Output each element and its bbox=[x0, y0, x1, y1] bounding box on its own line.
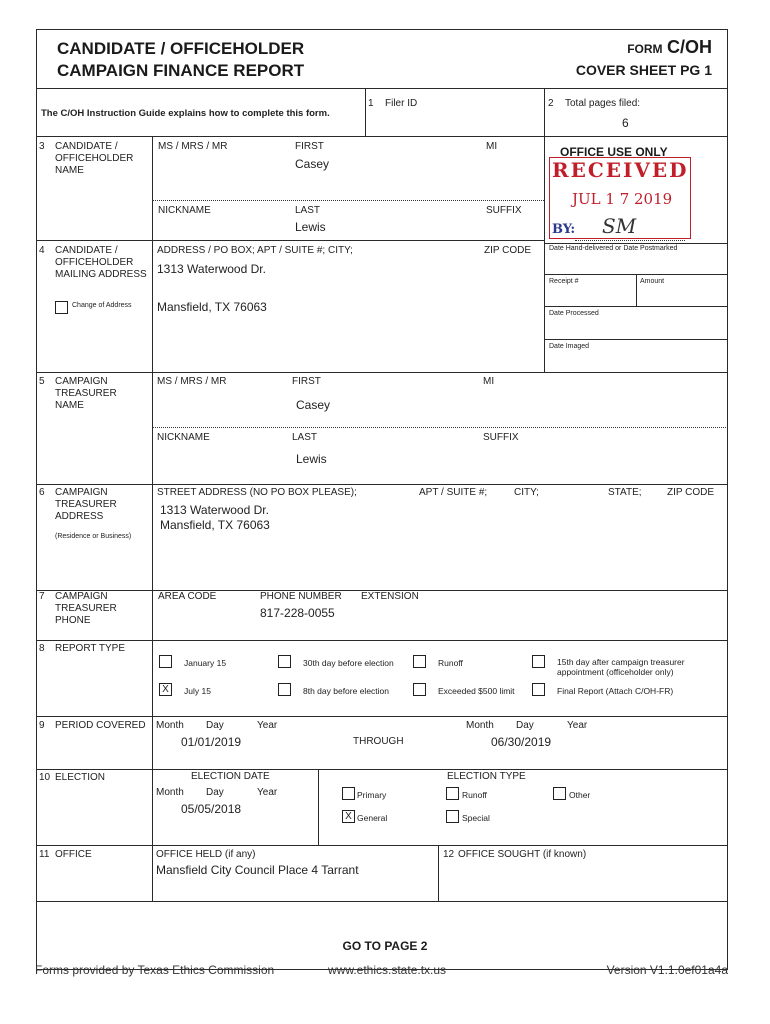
election-date-label: ELECTION DATE bbox=[191, 771, 270, 782]
s6-zip-label: ZIP CODE bbox=[667, 487, 715, 498]
report-type-checkbox-july-15[interactable]: X bbox=[159, 683, 172, 696]
section-8-label: REPORT TYPE bbox=[55, 643, 126, 654]
election-other-checkbox[interactable] bbox=[553, 787, 566, 800]
report-type-label: Runoff bbox=[438, 658, 463, 668]
form-title-line1: CANDIDATE / OFFICEHOLDER bbox=[57, 39, 305, 58]
divider bbox=[544, 88, 545, 136]
mailing-address-line2[interactable]: Mansfield, TX 76063 bbox=[157, 300, 267, 314]
divider bbox=[438, 845, 439, 901]
divider bbox=[36, 845, 728, 846]
divider bbox=[152, 372, 153, 484]
divider bbox=[152, 427, 728, 428]
date-imaged-label: Date Imaged bbox=[549, 343, 590, 350]
mailing-address-line1[interactable]: 1313 Waterwood Dr. bbox=[157, 262, 266, 276]
s7-ext-label: EXTENSION bbox=[361, 591, 419, 602]
form-title-line2: CAMPAIGN FINANCE REPORT bbox=[57, 61, 305, 80]
report-type-label: Exceeded $500 limit bbox=[438, 686, 515, 696]
period-from-year-label: Year bbox=[257, 720, 278, 731]
section-3-label: CANDIDATE / OFFICEHOLDER NAME bbox=[55, 141, 134, 176]
election-month-label: Month bbox=[156, 787, 184, 798]
form-code: C/OH bbox=[667, 37, 712, 57]
report-type-label: 8th day before election bbox=[303, 686, 390, 696]
election-day-label: Day bbox=[206, 787, 224, 798]
section-6-label: CAMPAIGN TREASURER ADDRESS bbox=[55, 487, 117, 522]
section-12-label: OFFICE SOUGHT (if known) bbox=[458, 849, 587, 860]
treasurer-address-line2[interactable]: Mansfield, TX 76063 bbox=[160, 518, 270, 532]
report-type-checkbox-runoff[interactable] bbox=[413, 655, 426, 668]
divider bbox=[152, 240, 153, 372]
election-primary-label: Primary bbox=[357, 790, 387, 800]
stamp-date: JUL 1 7 2019 bbox=[572, 190, 673, 208]
footer-version: Version V1.1.0ef01a4a bbox=[606, 963, 728, 977]
s6-note: (Residence or Business) bbox=[55, 533, 132, 540]
divider bbox=[152, 484, 153, 590]
form-id bbox=[627, 37, 712, 58]
election-runoff-label: Runoff bbox=[462, 790, 487, 800]
cover-sheet-label: COVER SHEET PG 1 bbox=[575, 62, 712, 78]
s3-suffix-label: SUFFIX bbox=[486, 205, 522, 216]
stamp-initials: SM bbox=[602, 214, 637, 238]
section-5-num: 5 bbox=[39, 376, 45, 387]
divider bbox=[152, 716, 153, 769]
section-9-label: PERIOD COVERED bbox=[55, 720, 146, 731]
period-from-date[interactable]: 01/01/2019 bbox=[181, 735, 242, 749]
report-type-checkbox-15th-day[interactable] bbox=[532, 655, 545, 668]
divider bbox=[152, 640, 153, 716]
instruction-note: The C/OH Instruction Guide explains how to complete this form. bbox=[41, 108, 330, 119]
report-type-label: 30th day before election bbox=[303, 658, 394, 668]
footer-commission: Forms provided by Texas Ethics Commission bbox=[35, 963, 275, 977]
election-special-checkbox[interactable] bbox=[446, 810, 459, 823]
report-type-checkbox-30th-day[interactable] bbox=[278, 655, 291, 668]
divider bbox=[544, 339, 728, 340]
footer-website: www.ethics.state.tx.us bbox=[328, 963, 447, 977]
section-5-label: CAMPAIGN TREASURER NAME bbox=[55, 376, 117, 411]
section-9-num: 9 bbox=[39, 720, 45, 731]
s5-last-label: LAST bbox=[292, 432, 318, 443]
section-8-num: 8 bbox=[39, 643, 45, 654]
treasurer-last-name[interactable]: Lewis bbox=[296, 452, 327, 466]
election-year-label: Year bbox=[257, 787, 278, 798]
date-processed-label: Date Processed bbox=[549, 310, 599, 317]
divider bbox=[152, 136, 153, 240]
candidate-last-name[interactable]: Lewis bbox=[295, 220, 326, 234]
section-7-num: 7 bbox=[39, 591, 45, 602]
s3-mi-label: MI bbox=[486, 141, 498, 152]
period-to-day-label: Day bbox=[516, 720, 534, 731]
election-runoff-checkbox[interactable] bbox=[446, 787, 459, 800]
change-of-address-checkbox[interactable] bbox=[55, 301, 68, 314]
total-pages-label: Total pages filed: bbox=[565, 98, 641, 109]
divider bbox=[152, 845, 153, 901]
section-11-num: 11 bbox=[39, 849, 50, 860]
stamp-received-text: RECEIVED bbox=[552, 158, 689, 182]
change-of-address-label: Change of Address bbox=[72, 302, 132, 309]
divider bbox=[36, 484, 728, 485]
section-6-num: 6 bbox=[39, 487, 45, 498]
divider bbox=[152, 769, 153, 845]
total-pages-num: 2 bbox=[548, 98, 554, 109]
section-4-num: 4 bbox=[39, 245, 45, 256]
s7-phone-label: PHONE NUMBER bbox=[260, 591, 342, 602]
report-type-checkbox-january-15[interactable] bbox=[159, 655, 172, 668]
candidate-first-name[interactable]: Casey bbox=[295, 157, 330, 171]
divider bbox=[152, 200, 544, 201]
report-type-checkbox-final-report[interactable] bbox=[532, 683, 545, 696]
divider bbox=[36, 136, 728, 137]
period-to-date[interactable]: 06/30/2019 bbox=[491, 735, 552, 749]
section-11-label: OFFICE bbox=[55, 849, 92, 860]
election-special-label: Special bbox=[462, 813, 490, 823]
divider bbox=[636, 274, 637, 306]
s4-zip-label: ZIP CODE bbox=[484, 245, 532, 256]
period-to-year-label: Year bbox=[567, 720, 588, 731]
office-use-title: OFFICE USE ONLY bbox=[560, 145, 668, 159]
date-hand-label: Date Hand-delivered or Date Postmarked bbox=[549, 245, 678, 252]
divider bbox=[544, 306, 728, 307]
divider bbox=[36, 88, 728, 89]
section-10-num: 10 bbox=[39, 772, 51, 783]
filer-id-num: 1 bbox=[368, 98, 374, 109]
through-label: THROUGH bbox=[353, 736, 404, 747]
report-type-label: January 15 bbox=[184, 658, 227, 668]
stamp-by: BY: bbox=[552, 222, 576, 237]
divider bbox=[365, 88, 366, 136]
divider bbox=[36, 372, 728, 373]
go-to-page-2: GO TO PAGE 2 bbox=[342, 939, 428, 953]
filer-id-label: Filer ID bbox=[385, 98, 418, 109]
divider bbox=[318, 769, 319, 845]
s5-ms-label: MS / MRS / MR bbox=[157, 376, 227, 387]
report-type-label: July 15 bbox=[184, 686, 211, 696]
election-type-label: ELECTION TYPE bbox=[447, 771, 526, 782]
s5-first-label: FIRST bbox=[292, 376, 321, 387]
received-stamp bbox=[549, 157, 691, 239]
period-to-month-label: Month bbox=[466, 720, 494, 731]
s3-ms-label: MS / MRS / MR bbox=[158, 141, 228, 152]
report-type-label: Final Report (Attach C/OH-FR) bbox=[557, 686, 674, 696]
election-general-label: General bbox=[357, 813, 388, 823]
period-from-day-label: Day bbox=[206, 720, 224, 731]
section-12-num: 12 bbox=[443, 849, 455, 860]
s5-suffix-label: SUFFIX bbox=[483, 432, 519, 443]
section-7-label: CAMPAIGN TREASURER PHONE bbox=[55, 591, 117, 626]
s6-apt-label: APT / SUITE #; bbox=[419, 487, 488, 498]
s4-address-label: ADDRESS / PO BOX; APT / SUITE #; CITY; bbox=[157, 245, 353, 256]
report-type-checkbox-exceeded-500[interactable] bbox=[413, 683, 426, 696]
s5-nickname-label: NICKNAME bbox=[157, 432, 210, 443]
divider bbox=[36, 901, 728, 902]
s6-city-label: CITY; bbox=[514, 487, 539, 498]
report-type-label: 15th day after campaign treasurer appointment (officeholder only) bbox=[557, 657, 685, 677]
s3-first-label: FIRST bbox=[295, 141, 324, 152]
office-held-value[interactable]: Mansfield City Council Place 4 Tarrant bbox=[156, 863, 359, 877]
election-primary-checkbox[interactable] bbox=[342, 787, 355, 800]
election-other-label: Other bbox=[569, 790, 591, 800]
divider bbox=[544, 136, 545, 372]
form-prefix: FORM bbox=[627, 42, 663, 56]
divider bbox=[36, 640, 728, 641]
treasurer-address-line1[interactable]: 1313 Waterwood Dr. bbox=[160, 503, 269, 517]
s7-area-label: AREA CODE bbox=[158, 591, 217, 602]
receipt-label: Receipt # bbox=[549, 278, 579, 285]
election-general-checkbox[interactable]: X bbox=[342, 810, 355, 823]
section-10-label: ELECTION bbox=[55, 772, 106, 783]
s5-mi-label: MI bbox=[483, 376, 495, 387]
s6-street-label: STREET ADDRESS (NO PO BOX PLEASE); bbox=[157, 487, 357, 498]
amount-label: Amount bbox=[640, 278, 665, 285]
section-3-num: 3 bbox=[39, 141, 45, 152]
divider bbox=[544, 243, 728, 244]
divider bbox=[36, 769, 728, 770]
divider bbox=[36, 240, 544, 241]
period-from-month-label: Month bbox=[156, 720, 184, 731]
treasurer-phone[interactable]: 817-228-0055 bbox=[260, 606, 335, 620]
office-held-label: OFFICE HELD (if any) bbox=[156, 849, 256, 860]
election-date[interactable]: 05/05/2018 bbox=[181, 802, 242, 816]
s6-state-label: STATE; bbox=[608, 487, 642, 498]
divider bbox=[152, 590, 153, 640]
s3-nickname-label: NICKNAME bbox=[158, 205, 211, 216]
stamp-underline bbox=[575, 240, 685, 241]
treasurer-first-name[interactable]: Casey bbox=[296, 398, 331, 412]
divider bbox=[36, 716, 728, 717]
s3-last-label: LAST bbox=[295, 205, 321, 216]
section-4-label: CANDIDATE / OFFICEHOLDER MAILING ADDRESS bbox=[55, 245, 147, 280]
report-type-checkbox-8th-day[interactable] bbox=[278, 683, 291, 696]
total-pages-value: 6 bbox=[622, 116, 629, 130]
